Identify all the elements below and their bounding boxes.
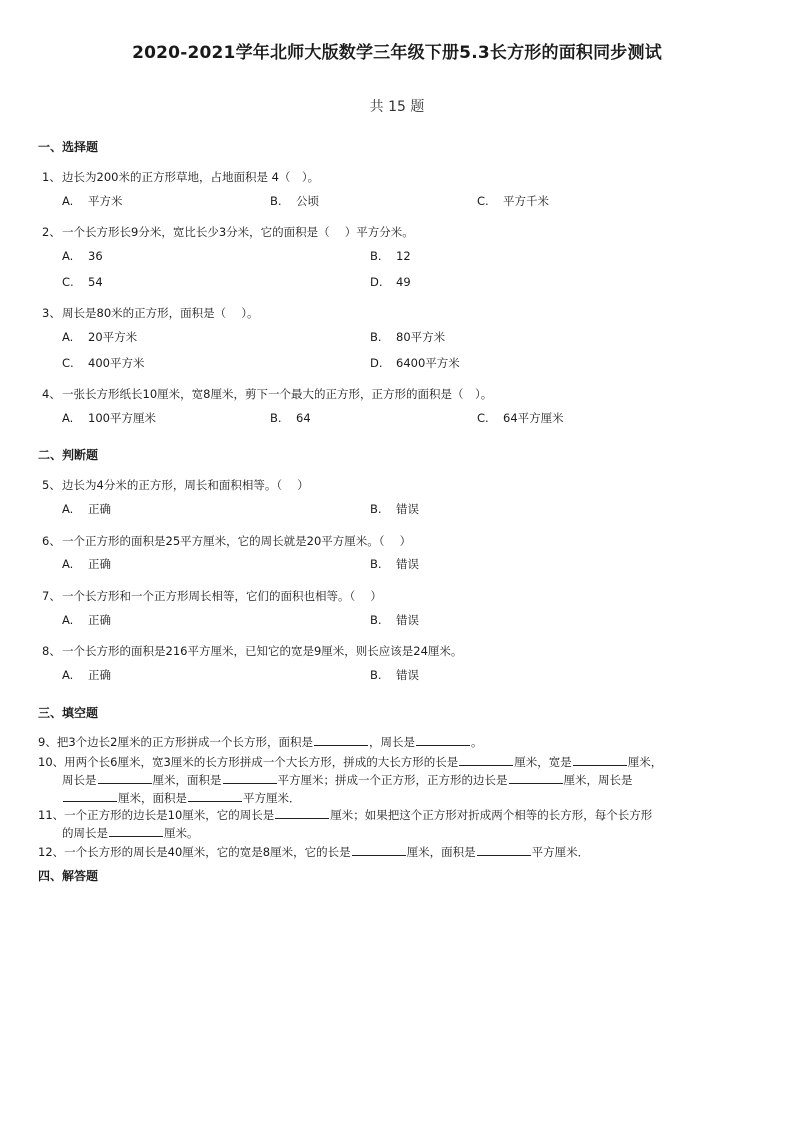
question-1	[42, 168, 319, 186]
question-6	[42, 532, 411, 550]
option-text: 正确	[88, 557, 111, 571]
option-text: 公顷	[296, 194, 319, 208]
question-3	[42, 304, 259, 322]
question-text: 用两个长6厘米，宽3厘米的长方形拼成一个大长方形，拼成的大长方形的长是	[64, 755, 459, 769]
question-number: 11、	[38, 808, 65, 822]
question-8	[42, 642, 462, 660]
option-text: 正确	[88, 613, 111, 627]
option-label: A.	[62, 613, 74, 627]
option-label: C.	[62, 275, 74, 289]
question-text: 厘米，面积是	[152, 773, 222, 787]
option-label: B.	[370, 557, 382, 571]
option-text: 64	[296, 411, 311, 425]
option-label: A.	[62, 194, 74, 208]
option-text: 12	[396, 249, 411, 263]
answer-blank[interactable]	[314, 733, 368, 746]
option-text: 36	[88, 249, 103, 263]
question-2	[42, 223, 414, 241]
question-7	[42, 587, 382, 605]
answer-blank[interactable]	[223, 771, 277, 784]
question-text: 。	[470, 735, 483, 749]
question-text: 周长是	[62, 773, 97, 787]
option-label: C.	[477, 194, 489, 208]
option-label: B.	[370, 249, 382, 263]
question-text: 厘米；如果把这个正方形对折成两个相等的长方形，每个长方形	[330, 808, 653, 822]
answer-blank[interactable]	[416, 733, 470, 746]
question-count: 共 15 题	[369, 99, 425, 115]
option-text: 错误	[396, 613, 419, 627]
q6-option-b[interactable]	[370, 556, 419, 572]
question-text: 一个长方形和一个正方形周长相等，它们的面积也相等。（ ）	[62, 589, 382, 603]
answer-blank[interactable]	[98, 771, 152, 784]
q6-option-a[interactable]	[62, 556, 111, 572]
question-text: 边长为4分米的正方形，周长和面积相等。（ ）	[62, 478, 309, 492]
option-text: 54	[88, 275, 103, 289]
q7-option-b[interactable]	[370, 612, 419, 628]
question-9	[38, 733, 718, 751]
section-heading-choice: 一、选择题	[38, 140, 99, 154]
option-label: A.	[62, 411, 74, 425]
q4-option-a[interactable]	[62, 410, 156, 426]
option-label: A.	[62, 249, 74, 263]
q2-option-a[interactable]	[62, 248, 103, 264]
option-label: A.	[62, 330, 74, 344]
question-text: 边长为200米的正方形草地，占地面积是 4（ ）。	[62, 170, 320, 184]
option-text: 400平方米	[88, 356, 145, 370]
option-label: D.	[370, 356, 383, 370]
question-text: 平方厘米．	[531, 845, 590, 859]
answer-blank[interactable]	[188, 789, 242, 802]
option-label: A.	[62, 557, 74, 571]
option-text: 平方千米	[503, 194, 549, 208]
q4-option-c[interactable]	[477, 410, 564, 426]
question-text: 周长是80米的正方形，面积是（ ）。	[62, 306, 259, 320]
question-number: 6、	[42, 534, 61, 548]
option-label: B.	[370, 613, 382, 627]
question-text: 厘米，	[627, 755, 663, 769]
option-label: B.	[270, 194, 282, 208]
question-number: 1、	[42, 170, 61, 184]
question-text: 厘米，周长是	[563, 773, 633, 787]
q8-option-b[interactable]	[370, 667, 419, 683]
answer-blank[interactable]	[459, 753, 513, 766]
option-label: B.	[270, 411, 282, 425]
section-heading-fill: 三、填空题	[38, 706, 99, 720]
question-4	[42, 385, 492, 403]
q1-option-c[interactable]	[477, 193, 549, 209]
question-text: ，周长是	[368, 735, 415, 749]
page-title: 2020-2021学年北师大版数学三年级下册5.3长方形的面积同步测试	[132, 43, 662, 63]
answer-blank[interactable]	[109, 824, 163, 837]
option-text: 错误	[396, 557, 419, 571]
answer-blank[interactable]	[275, 806, 329, 819]
q5-option-a[interactable]	[62, 501, 111, 517]
q3-option-a[interactable]	[62, 329, 137, 345]
question-5	[42, 476, 309, 494]
question-text: 一个正方形的面积是25平方厘米，它的周长就是20平方厘米。（ ）	[62, 534, 412, 548]
q2-option-b[interactable]	[370, 248, 411, 264]
question-text: 把3个边长2厘米的正方形拼成一个长方形，面积是	[56, 735, 313, 749]
q3-option-d[interactable]	[370, 355, 460, 371]
answer-blank[interactable]	[509, 771, 563, 784]
option-text: 20平方米	[88, 330, 138, 344]
question-text: 一个长方形长9分米，宽比长少3分米，它的面积是（ ）平方分米。	[62, 225, 414, 239]
q2-option-d[interactable]	[370, 274, 411, 290]
q4-option-b[interactable]	[270, 410, 311, 426]
option-text: 错误	[396, 668, 419, 682]
option-text: 6400平方米	[396, 356, 460, 370]
question-text: 一张长方形纸长10厘米，宽8厘米，剪下一个最大的正方形，正方形的面积是（ ）。	[62, 387, 493, 401]
question-text: 厘米。	[164, 826, 199, 840]
question-text: 平方厘米；拼成一个正方形，正方形的边长是	[277, 773, 508, 787]
question-text: 厘米，面积是	[118, 791, 187, 805]
question-number: 9、	[38, 735, 57, 749]
option-label: A.	[62, 668, 74, 682]
question-number: 8、	[42, 644, 61, 658]
answer-blank[interactable]	[477, 843, 531, 856]
q1-option-b[interactable]	[270, 193, 319, 209]
section-heading-solve: 四、解答题	[38, 869, 99, 883]
question-text: 平方厘米．	[243, 791, 301, 805]
question-text: 厘米，宽是	[514, 755, 572, 769]
option-label: A.	[62, 502, 74, 516]
question-12	[38, 843, 718, 861]
option-label: B.	[370, 330, 382, 344]
q1-option-a[interactable]	[62, 193, 123, 209]
question-text: 一个长方形的面积是216平方厘米，已知它的宽是9厘米，则长应该是24厘米。	[62, 644, 463, 658]
option-text: 正确	[88, 668, 111, 682]
q7-option-a[interactable]	[62, 612, 111, 628]
question-text: 的周长是	[62, 826, 108, 840]
question-text: 一个长方形的周长是40厘米，它的宽是8厘米，它的长是	[64, 845, 351, 859]
option-text: 80平方米	[396, 330, 446, 344]
option-text: 49	[396, 275, 411, 289]
option-text: 100平方厘米	[88, 411, 156, 425]
question-number: 10、	[38, 755, 65, 769]
question-number: 4、	[42, 387, 61, 401]
option-label: C.	[62, 356, 74, 370]
q5-option-b[interactable]	[370, 501, 419, 517]
question-number: 5、	[42, 478, 61, 492]
question-number: 7、	[42, 589, 61, 603]
question-text: 厘米，面积是	[406, 845, 476, 859]
question-number: 3、	[42, 306, 61, 320]
option-label: B.	[370, 502, 382, 516]
q8-option-a[interactable]	[62, 667, 111, 683]
option-label: B.	[370, 668, 382, 682]
section-heading-judge: 二、判断题	[38, 448, 99, 462]
q3-option-b[interactable]	[370, 329, 445, 345]
question-11	[38, 806, 718, 842]
question-number: 2、	[42, 225, 61, 239]
question-number: 12、	[38, 845, 65, 859]
option-text: 64平方厘米	[503, 411, 564, 425]
q2-option-c[interactable]	[62, 274, 103, 290]
answer-blank[interactable]	[352, 843, 406, 856]
option-text: 平方米	[88, 194, 123, 208]
answer-blank[interactable]	[573, 753, 627, 766]
option-label: D.	[370, 275, 383, 289]
q3-option-c[interactable]	[62, 355, 144, 371]
option-text: 错误	[396, 502, 419, 516]
option-label: C.	[477, 411, 489, 425]
option-text: 正确	[88, 502, 111, 516]
answer-blank[interactable]	[63, 789, 117, 802]
question-text: 一个正方形的边长是10厘米，它的周长是	[64, 808, 275, 822]
question-10	[38, 753, 718, 807]
